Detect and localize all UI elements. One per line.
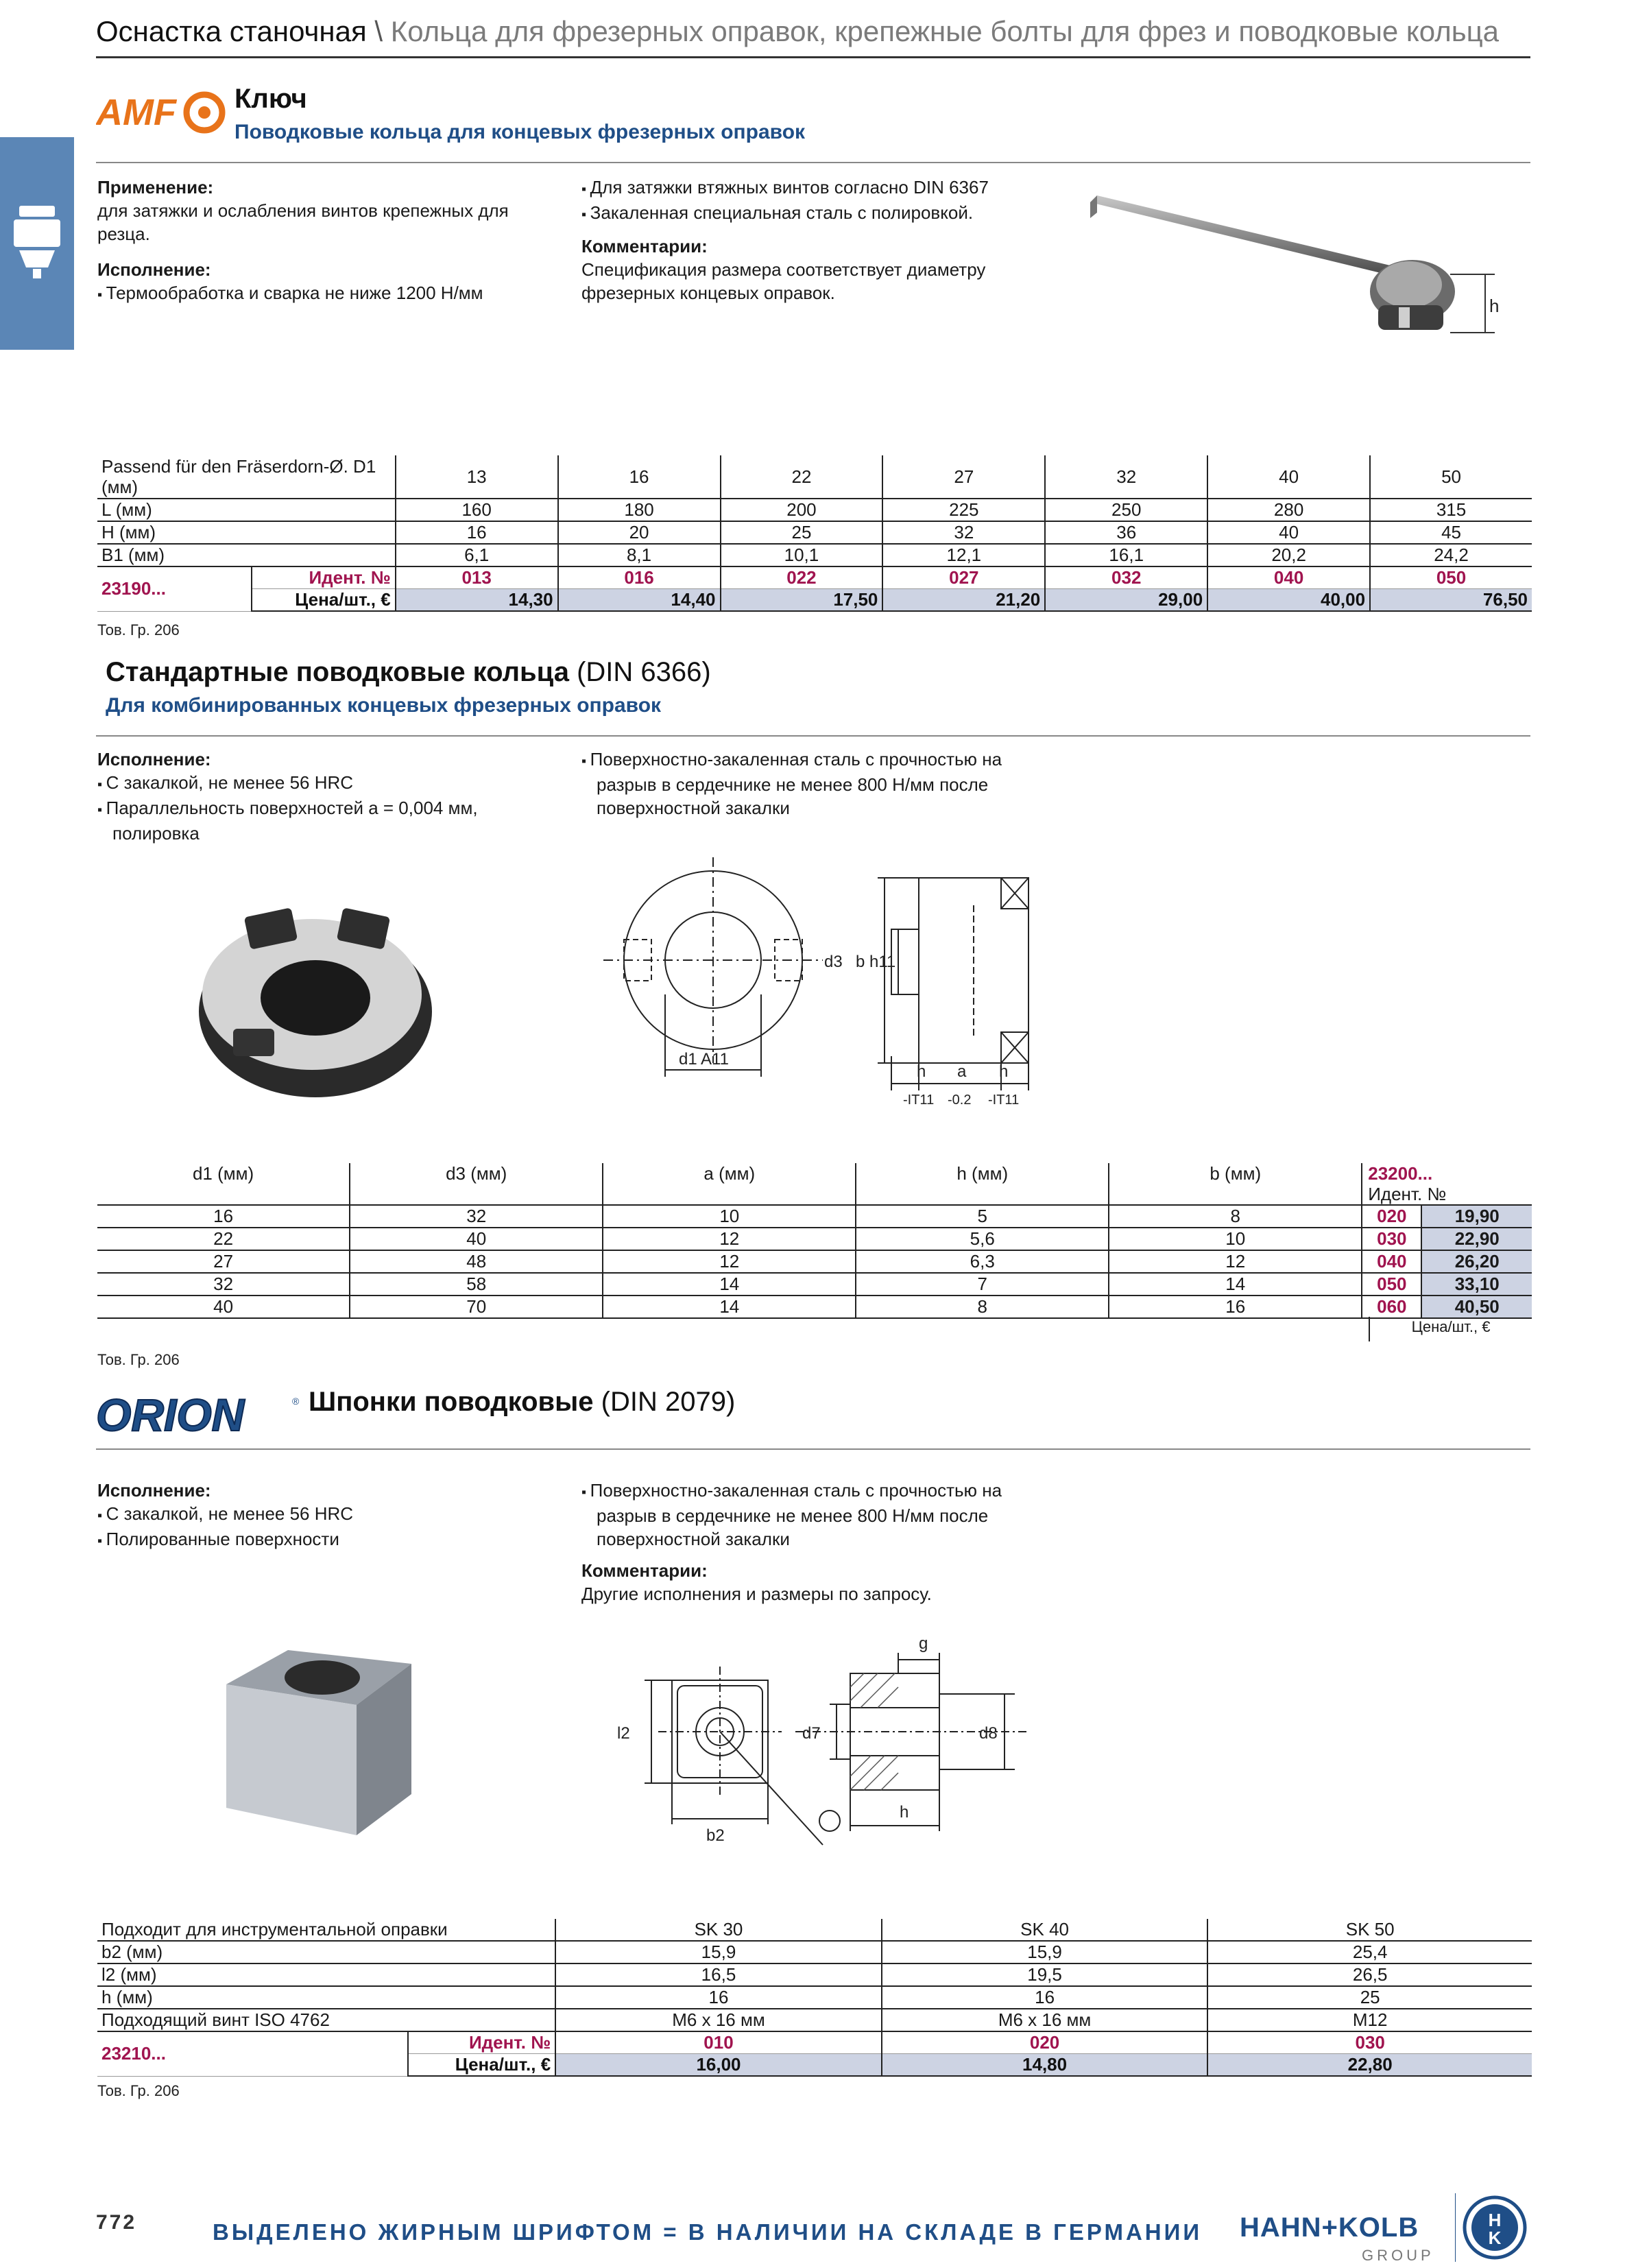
label-l2: l2 xyxy=(617,1724,630,1743)
cell: 16 xyxy=(396,521,558,544)
key-technical-drawing xyxy=(603,1632,1042,1862)
price-cell: 22,90 xyxy=(1421,1228,1532,1250)
key-block-image xyxy=(213,1643,418,1852)
column-header: b (мм) xyxy=(1109,1163,1362,1205)
execution-item: ▪ Параллельность поверхностей а = 0,004 мм, полировка xyxy=(97,796,550,845)
price-cell: 26,20 xyxy=(1421,1250,1532,1273)
orion-logo-image xyxy=(96,1388,302,1440)
table-row xyxy=(97,1250,1532,1273)
cell: 24,2 xyxy=(1370,544,1532,566)
cell: 27 xyxy=(97,1250,350,1273)
cell: 16 xyxy=(1109,1296,1362,1318)
id-cell: 040 xyxy=(1207,566,1370,589)
price-cell: 33,10 xyxy=(1421,1273,1532,1296)
id-cell: 020 xyxy=(1362,1205,1421,1228)
page-number: 772 xyxy=(96,2211,137,2234)
category-side-tab xyxy=(0,137,74,350)
table-row xyxy=(97,544,1532,566)
table-row xyxy=(97,1273,1532,1296)
cell: 25 xyxy=(1207,1986,1532,2009)
cell: 10,1 xyxy=(721,544,883,566)
section2-subtitle: Для комбинированных концевых фрезерных оправок xyxy=(106,694,662,717)
section1-subtitle: Поводковые кольца для концевых фрезерных оправок xyxy=(234,121,806,143)
row-label: H (мм) xyxy=(97,521,396,544)
hk-logo-icon xyxy=(1462,2195,1528,2260)
wrench-h-label: h xyxy=(1489,296,1500,316)
price-cell: 14,80 xyxy=(882,2054,1208,2077)
orion-logo xyxy=(96,1388,302,1444)
cell: 8,1 xyxy=(558,544,721,566)
article-number: 23200... xyxy=(1368,1163,1433,1184)
id-label: Идент. № xyxy=(1368,1184,1447,1204)
section3-title xyxy=(309,1387,735,1418)
section1-right-text xyxy=(581,176,1061,305)
column-header: 50 xyxy=(1370,455,1532,499)
key-spec-table xyxy=(97,1919,1532,2077)
cell: 70 xyxy=(350,1296,603,1318)
header-subcategory: Кольца для фрезерных оправок, крепежные болты для фрез и поводковые кольца xyxy=(390,15,1500,47)
label-d7: d7 xyxy=(802,1724,821,1743)
cell: 14 xyxy=(1109,1273,1362,1296)
id-cell: 020 xyxy=(882,2031,1208,2054)
label-h: h xyxy=(900,1803,909,1822)
section2-left-text xyxy=(97,748,550,845)
cell: 20,2 xyxy=(1207,544,1370,566)
label-h2: h xyxy=(999,1062,1009,1081)
row-label: b2 (мм) xyxy=(97,1941,555,1963)
cell: 45 xyxy=(1370,521,1532,544)
label-tol-h2: -IT11 xyxy=(988,1093,1020,1108)
cell: 12 xyxy=(603,1250,856,1273)
cell: 20 xyxy=(558,521,721,544)
brand-sub: GROUP xyxy=(1362,2247,1434,2264)
column-header: SK 50 xyxy=(1207,1919,1532,1941)
section3-right-text xyxy=(581,1479,1034,1605)
price-cell: 29,00 xyxy=(1045,589,1207,612)
price-label: Цена/шт., € xyxy=(408,2054,555,2077)
price-cell: 76,50 xyxy=(1370,589,1532,612)
ring-spec-table xyxy=(97,1163,1532,1319)
cell: 40 xyxy=(97,1296,350,1318)
label-b: b h11 xyxy=(856,953,896,971)
id-cell: 016 xyxy=(558,566,721,589)
cell: 12 xyxy=(1109,1250,1362,1273)
cell: 8 xyxy=(856,1296,1109,1318)
label-a: a xyxy=(957,1062,967,1081)
column-header: d1 (мм) xyxy=(97,1163,350,1205)
price-row xyxy=(97,589,1532,612)
id-cell: 032 xyxy=(1045,566,1207,589)
section3-title-main: Шпонки поводковые xyxy=(309,1387,594,1417)
price-label: Цена/шт., € xyxy=(1411,1318,1491,1335)
application-text: для затяжки и ослабления винтов крепежных для резца. xyxy=(97,200,509,244)
stock-note: ВЫДЕЛЕНО ЖИРНЫМ ШРИФТОМ = В НАЛИЧИИ НА СКЛАДЕ В ГЕРМАНИИ xyxy=(213,2219,1203,2245)
price-cell: 40,00 xyxy=(1207,589,1370,612)
article-number: 23210... xyxy=(97,2031,408,2076)
price-cell: 40,50 xyxy=(1421,1296,1532,1318)
svg-text:®: ® xyxy=(292,1396,300,1407)
product-group: Тов. Гр. 206 xyxy=(97,621,180,638)
brand-divider xyxy=(1455,2193,1456,2262)
cell: 58 xyxy=(350,1273,603,1296)
table-row xyxy=(97,1296,1532,1318)
label-b2: b2 xyxy=(706,1826,725,1845)
header-rule xyxy=(96,56,1530,58)
table-head-label: Passend für den Fräserdorn-Ø. D1 (мм) xyxy=(97,455,396,499)
cell: 15,9 xyxy=(882,1941,1208,1963)
hk-logo xyxy=(1462,2195,1528,2264)
cell: 8 xyxy=(1109,1205,1362,1228)
application-label: Применение: xyxy=(97,177,214,198)
execution-item: ▪ Термообработка и сварка не ниже 1200 Н/мм xyxy=(97,281,550,307)
id-cell: 010 xyxy=(555,2031,882,2054)
header-separator: \ xyxy=(374,15,383,47)
column-header: a (мм) xyxy=(603,1163,856,1205)
feature-item: ▪ Поверхностно-закаленная сталь с прочностью на разрыв в сердечнике не менее 800 Н/мм после поверхностной закалки xyxy=(597,748,1049,820)
section2-title xyxy=(106,657,711,688)
id-row xyxy=(97,566,1532,589)
table-row xyxy=(97,1941,1532,1963)
comment-text: Другие исполнения и размеры по запросу. xyxy=(581,1584,932,1604)
brand-name: HAHN+KOLB xyxy=(1240,2212,1419,2243)
section3-left-text xyxy=(97,1479,550,1553)
cell: 48 xyxy=(350,1250,603,1273)
key-block-photo xyxy=(213,1643,418,1849)
section2-right-text xyxy=(581,748,1049,820)
column-header: SK 30 xyxy=(555,1919,882,1941)
label-d1: d1 A11 xyxy=(679,1050,729,1069)
table-head-label: Подходит для инструментальной оправки xyxy=(97,1919,555,1941)
feature-item: ▪ Для затяжки втяжных винтов согласно DIN 6367 xyxy=(581,176,1061,201)
cell: 40 xyxy=(350,1228,603,1250)
row-label: Подходящий винт ISO 4762 xyxy=(97,2009,555,2031)
label-tol-h1: -IT11 xyxy=(903,1093,935,1108)
column-header: 16 xyxy=(558,455,721,499)
cell: 180 xyxy=(558,499,721,521)
amf-logo xyxy=(96,88,228,139)
cell: 19,5 xyxy=(882,1963,1208,1986)
row-label: L (мм) xyxy=(97,499,396,521)
id-row xyxy=(97,2031,1532,2054)
cell: 14 xyxy=(603,1296,856,1318)
column-header: 32 xyxy=(1045,455,1207,499)
cell: 36 xyxy=(1045,521,1207,544)
svg-text:K: K xyxy=(1488,2228,1502,2248)
wrench-drawing xyxy=(1076,171,1515,377)
execution-label: Исполнение: xyxy=(97,749,211,769)
ring-photo xyxy=(192,885,439,1111)
id-label: Идент. № xyxy=(252,566,396,589)
section3-rule xyxy=(96,1448,1530,1450)
cell: 10 xyxy=(603,1205,856,1228)
section1-title: Ключ xyxy=(234,84,307,114)
ring-image xyxy=(192,885,439,1114)
cell: 5,6 xyxy=(856,1228,1109,1250)
cell: 7 xyxy=(856,1273,1109,1296)
cell: 32 xyxy=(97,1273,350,1296)
price-cell: 14,30 xyxy=(396,589,558,612)
svg-text:AMF: AMF xyxy=(96,92,176,133)
id-cell: 022 xyxy=(721,566,883,589)
cell: 16,1 xyxy=(1045,544,1207,566)
column-header: 22 xyxy=(721,455,883,499)
article-number: 23190... xyxy=(97,566,252,611)
id-cell: 050 xyxy=(1362,1273,1421,1296)
price-cell: 21,20 xyxy=(882,589,1045,612)
cell: M6 x 16 мм xyxy=(882,2009,1208,2031)
section2-rule xyxy=(96,735,1530,737)
price-cell: 22,80 xyxy=(1207,2054,1532,2077)
wrench-spec-table xyxy=(97,455,1532,612)
product-group: Тов. Гр. 206 xyxy=(97,1351,180,1368)
cell: 315 xyxy=(1370,499,1532,521)
cell: 26,5 xyxy=(1207,1963,1532,1986)
price-label: Цена/шт., € xyxy=(252,589,396,612)
cell: 14 xyxy=(603,1273,856,1296)
row-label: l2 (мм) xyxy=(97,1963,555,1986)
id-label: Идент. № xyxy=(408,2031,555,2054)
cell: 16 xyxy=(97,1205,350,1228)
id-cell: 030 xyxy=(1207,2031,1532,2054)
cell: 225 xyxy=(882,499,1045,521)
table-row xyxy=(97,521,1532,544)
price-cell: 16,00 xyxy=(555,2054,882,2077)
column-header: 27 xyxy=(882,455,1045,499)
label-tol-a: -0.2 xyxy=(948,1093,972,1108)
row-label: B1 (мм) xyxy=(97,544,396,566)
price-cell: 17,50 xyxy=(721,589,883,612)
label-g: g xyxy=(919,1634,928,1653)
ring-technical-drawing xyxy=(603,850,1097,1114)
table-row xyxy=(97,1228,1532,1250)
table-row xyxy=(97,1986,1532,2009)
feature-item: ▪ Поверхностно-закаленная сталь с прочностью на разрыв в сердечнике не менее 800 Н/мм после поверхностной закалки xyxy=(581,1479,1034,1551)
chuck-icon xyxy=(0,137,74,350)
cell: 280 xyxy=(1207,499,1370,521)
product-group: Тов. Гр. 206 xyxy=(97,2082,180,2099)
execution-item: ▪ Полированные поверхности xyxy=(97,1527,550,1553)
comment-text: Спецификация размера соответствует диаметру фрезерных концевых оправок. xyxy=(581,259,986,303)
cell: 200 xyxy=(721,499,883,521)
ring-drawing xyxy=(603,850,1097,1111)
label-h1: h xyxy=(917,1062,926,1081)
cell: 16 xyxy=(555,1986,882,2009)
cell: 15,9 xyxy=(555,1941,882,1963)
cell: M12 xyxy=(1207,2009,1532,2031)
column-header: 13 xyxy=(396,455,558,499)
cell: 10 xyxy=(1109,1228,1362,1250)
table-row xyxy=(97,1205,1532,1228)
row-label: h (мм) xyxy=(97,1986,555,2009)
comment-label: Комментарии: xyxy=(581,1560,708,1581)
section2-title-main: Стандартные поводковые кольца xyxy=(106,657,569,687)
id-cell: 050 xyxy=(1370,566,1532,589)
page-header xyxy=(96,15,1499,48)
column-header: 40 xyxy=(1207,455,1370,499)
label-d3: d3 xyxy=(824,953,843,971)
article-header xyxy=(1362,1163,1532,1205)
section1-rule xyxy=(96,162,1530,163)
section1-left-text xyxy=(97,176,550,307)
cell: M6 x 16 мм xyxy=(555,2009,882,2031)
comment-label: Комментарии: xyxy=(581,236,708,256)
table-row xyxy=(97,499,1532,521)
cell: 6,3 xyxy=(856,1250,1109,1273)
execution-item: ▪ С закалкой, не менее 56 HRC xyxy=(97,1502,550,1527)
cell: 250 xyxy=(1045,499,1207,521)
table-row xyxy=(97,1963,1532,1986)
table-row xyxy=(97,2009,1532,2031)
id-cell: 030 xyxy=(1362,1228,1421,1250)
feature-item: ▪ Закаленная специальная сталь с полировкой. xyxy=(581,201,1061,226)
section2-title-norm: (DIN 6366) xyxy=(577,657,711,687)
cell: 16,5 xyxy=(555,1963,882,1986)
cell: 5 xyxy=(856,1205,1109,1228)
id-cell: 040 xyxy=(1362,1250,1421,1273)
header-category: Оснастка станочная xyxy=(96,15,367,47)
svg-text:ORION: ORION xyxy=(96,1389,245,1440)
cell: 25 xyxy=(721,521,883,544)
cell: 12 xyxy=(603,1228,856,1250)
cell: 6,1 xyxy=(396,544,558,566)
cell: 12,1 xyxy=(882,544,1045,566)
cell: 16 xyxy=(882,1986,1208,2009)
cell: 32 xyxy=(882,521,1045,544)
price-label-divider xyxy=(1369,1317,1370,1341)
svg-text:H: H xyxy=(1488,2210,1502,2230)
column-header: d3 (мм) xyxy=(350,1163,603,1205)
execution-item: ▪ С закалкой, не менее 56 HRC xyxy=(97,771,550,796)
amf-logo-image xyxy=(96,88,228,136)
id-cell: 013 xyxy=(396,566,558,589)
execution-label: Исполнение: xyxy=(97,259,211,280)
section3-title-norm: (DIN 2079) xyxy=(601,1387,736,1417)
cell: 160 xyxy=(396,499,558,521)
price-cell: 19,90 xyxy=(1421,1205,1532,1228)
cell: 25,4 xyxy=(1207,1941,1532,1963)
column-header: SK 40 xyxy=(882,1919,1208,1941)
cell: 22 xyxy=(97,1228,350,1250)
execution-label: Исполнение: xyxy=(97,1480,211,1501)
price-cell: 14,40 xyxy=(558,589,721,612)
id-cell: 027 xyxy=(882,566,1045,589)
wrench-image xyxy=(1076,171,1515,381)
key-drawing xyxy=(603,1632,1042,1859)
column-header: h (мм) xyxy=(856,1163,1109,1205)
label-d8: d8 xyxy=(979,1724,998,1743)
cell: 40 xyxy=(1207,521,1370,544)
id-cell: 060 xyxy=(1362,1296,1421,1318)
cell: 32 xyxy=(350,1205,603,1228)
